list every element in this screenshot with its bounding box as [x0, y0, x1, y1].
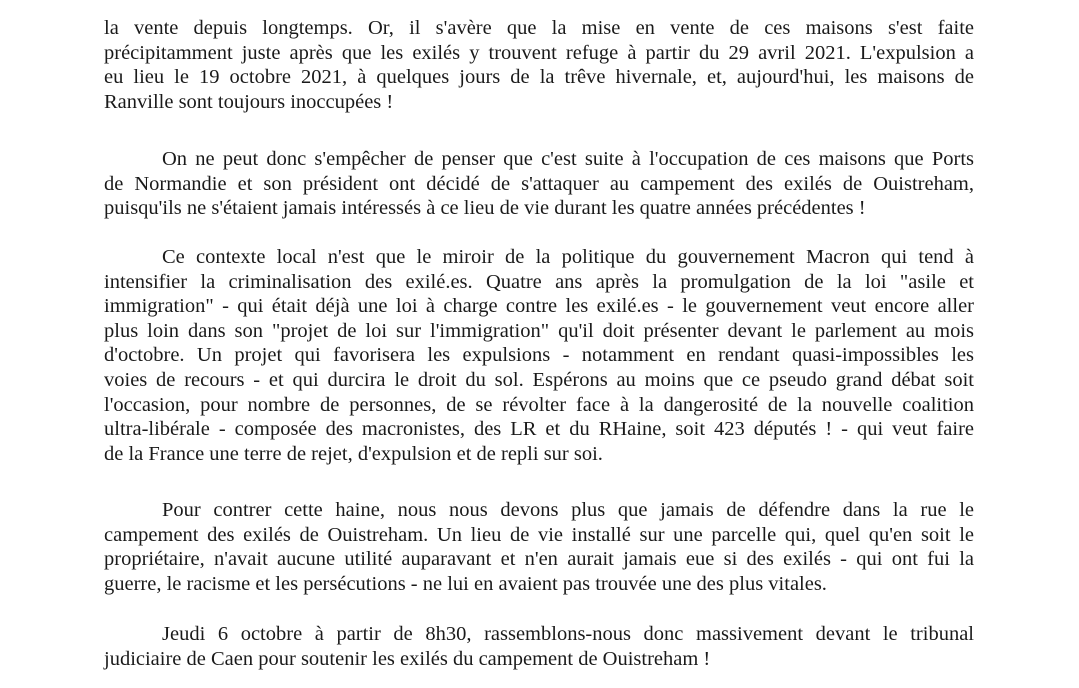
paragraph-1: [104, 16, 974, 114]
paragraph-line: précipitamment juste après que les exilés y trouvent refuge à partir du 29 avril 2021. L'expulsion a: [104, 41, 974, 64]
paragraph-line: plus loin dans son "projet de loi sur l'immigration" qu'il doit présenter devant le parlement au mois: [104, 319, 974, 342]
paragraph-line: de la France une terre de rejet, d'expulsion et de repli sur soi.: [104, 442, 603, 465]
paragraph-line: Jeudi 6 octobre à partir de 8h30, rassemblons-nous donc massivement devant le tribunal: [162, 623, 974, 645]
paragraph-4: [104, 498, 974, 596]
paragraph-line: eu lieu le 19 octobre 2021, à quelques jours de la trêve hivernale, et, aujourd'hui, les maisons de: [104, 66, 974, 89]
paragraph-line: la vente depuis longtemps. Or, il s'avère que la mise en vente de ces maisons s'est faite: [104, 17, 974, 39]
paragraph-line: campement des exilés de Ouistreham. Un lieu de vie installé sur une parcelle qui, quel qu'en soit le: [104, 523, 974, 546]
paragraph-line: voies de recours - et qui durcira le droit du sol. Espérons au moins que ce pseudo grand débat soit: [104, 368, 974, 391]
paragraph-3: [104, 245, 974, 466]
paragraph-line: Pour contrer cette haine, nous nous devons plus que jamais de défendre dans la rue le: [162, 499, 974, 521]
paragraph-line: l'occasion, pour nombre de personnes, de se révolter face à la dangerosité de la nouvelle coalition: [104, 393, 974, 416]
paragraph-line: puisqu'ils ne s'étaient jamais intéressés à ce lieu de vie durant les quatre années précédentes !: [104, 197, 866, 220]
paragraph-line: de Normandie et son président ont décidé de s'attaquer au campement des exilés de Ouistreham,: [104, 172, 974, 195]
paragraph-2: [104, 147, 974, 221]
paragraph-line: d'octobre. Un projet qui favorisera les expulsions - notamment en rendant quasi-impossibles les: [104, 344, 974, 367]
paragraph-line: Ranville sont toujours inoccupées !: [104, 90, 394, 113]
paragraph-line: ultra-libérale - composée des macronistes, des LR et du RHaine, soit 423 députés ! - qui veut faire: [104, 418, 974, 441]
paragraph-5: [104, 622, 974, 671]
paragraph-line: guerre, le racisme et les persécutions - ne lui en avaient pas trouvée une des plus vitales.: [104, 572, 827, 595]
paragraph-line: Ce contexte local n'est que le miroir de la politique du gouvernement Macron qui tend à: [162, 246, 974, 268]
paragraph-line: immigration" - qui était déjà une loi à charge contre les exilé.es - le gouvernement veut encore aller: [104, 295, 974, 318]
paragraph-line: intensifier la criminalisation des exilé.es. Quatre ans après la promulgation de la loi "asile et: [104, 270, 974, 293]
paragraph-line: propriétaire, n'avait aucune utilité auparavant et n'en aurait jamais eue si des exilés - qui ont fui la: [104, 548, 974, 571]
paragraph-line: judiciaire de Caen pour soutenir les exilés du campement de Ouistreham !: [104, 647, 711, 670]
paragraph-line: On ne peut donc s'empêcher de penser que c'est suite à l'occupation de ces maisons que Ports: [162, 148, 974, 170]
